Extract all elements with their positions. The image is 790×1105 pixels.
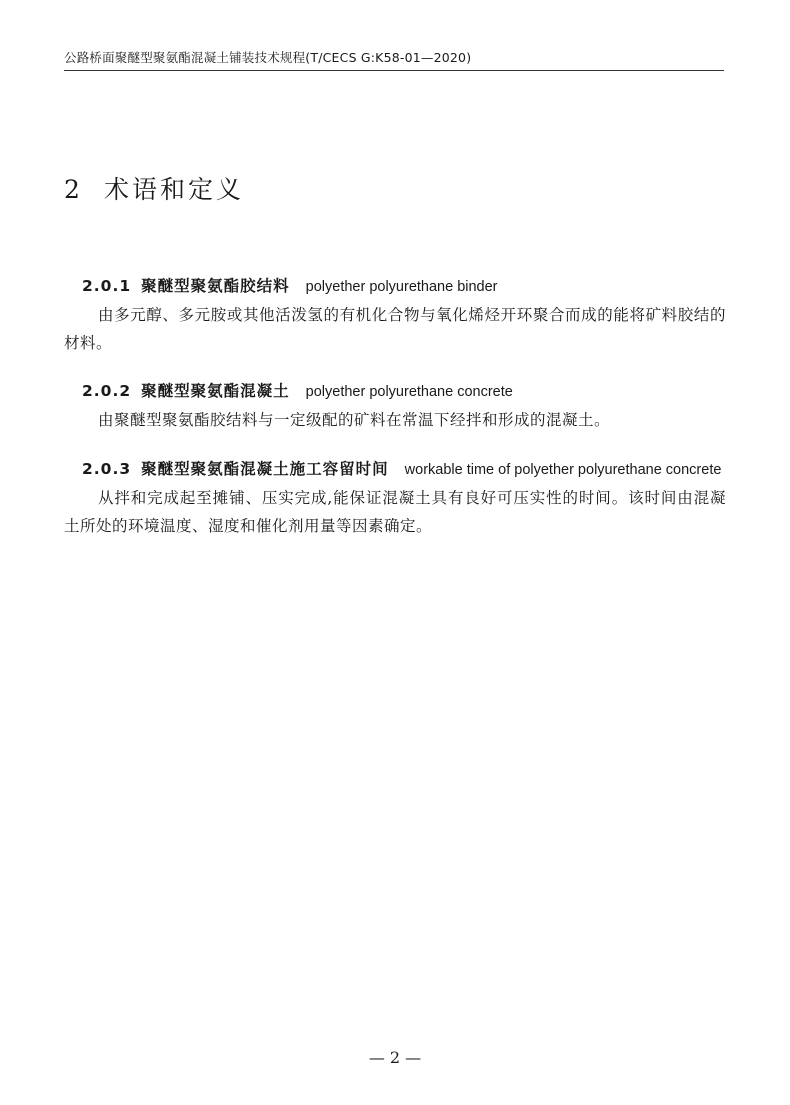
term-definition: 由聚醚型聚氨酯胶结料与一定级配的矿料在常温下经拌和形成的混凝土。 <box>98 411 611 429</box>
term-heading <box>64 272 726 301</box>
term-chinese-name: 聚醚型聚氨酯胶结料 <box>141 276 290 295</box>
running-header: 公路桥面聚醚型聚氨酯混凝土铺装技术规程(T/CECS G:K58-01—2020) <box>64 50 472 65</box>
term-entry <box>64 377 726 434</box>
term-chinese-name: 聚醚型聚氨酯混凝土 <box>141 381 290 400</box>
term-definition: 由多元醇、多元胺或其他活泼氢的有机化合物与氧化烯烃开环聚合而成的能将矿料胶结的材料。 <box>64 306 726 352</box>
term-definition: 从拌和完成起至摊铺、压实完成,能保证混凝土具有良好可压实性的时间。该时间由混凝土所处的环境温度、湿度和催化剂用量等因素确定。 <box>64 489 726 535</box>
term-entry <box>64 272 726 357</box>
term-number: 2.0.2 <box>82 382 132 400</box>
chapter-title: 术语和定义 <box>104 175 245 204</box>
term-english-name: workable time of polyether polyurethane concrete <box>404 462 722 478</box>
page-number: — 2 — <box>368 1048 422 1067</box>
term-number: 2.0.3 <box>82 460 132 478</box>
term-heading <box>64 377 726 406</box>
term-entry <box>64 455 726 540</box>
header-rule <box>64 70 724 71</box>
term-heading <box>64 455 726 484</box>
chapter-number: 2 <box>64 175 83 204</box>
term-chinese-name: 聚醚型聚氨酯混凝土施工容留时间 <box>141 459 389 478</box>
chapter-heading <box>64 170 244 206</box>
term-number: 2.0.1 <box>82 277 132 295</box>
term-english-name: polyether polyurethane binder <box>305 279 498 295</box>
term-english-name: polyether polyurethane concrete <box>305 384 513 400</box>
